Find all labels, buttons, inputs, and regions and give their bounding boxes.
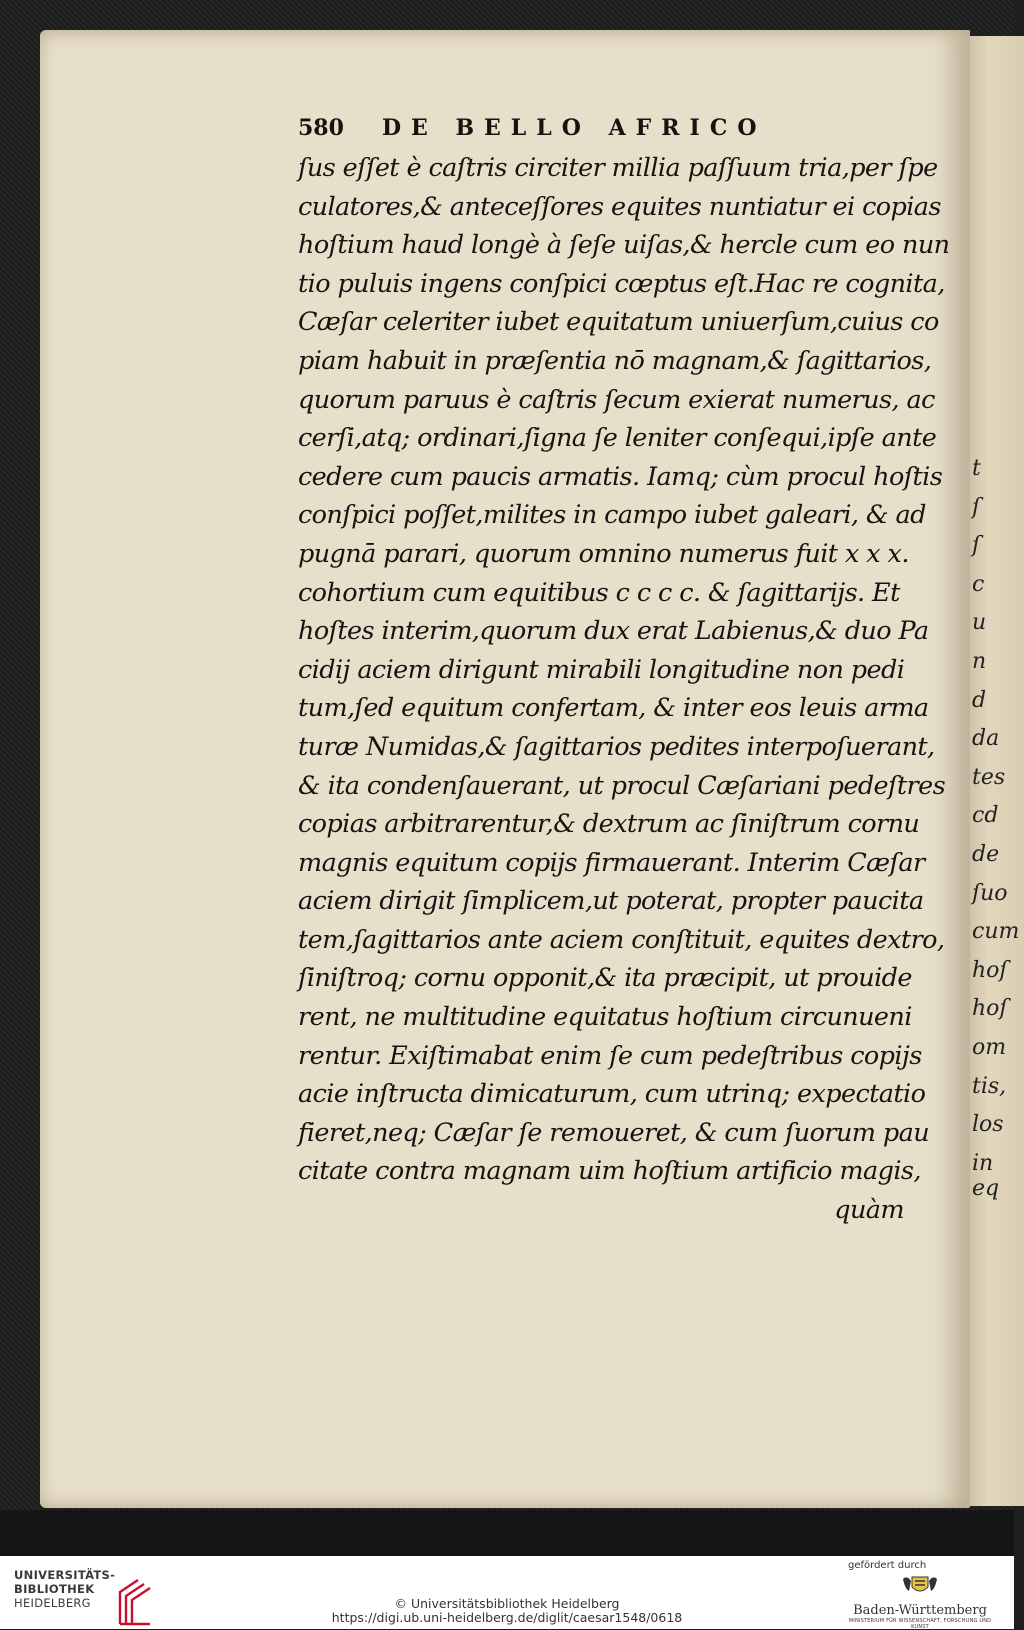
text-line: aciem dirigit ſimplicem,ut poterat, propter paucita — [298, 886, 924, 917]
text-line: & ita condenſauerant, ut procul Cæſariani pedeſtres — [298, 770, 946, 801]
facing-page-fragment: om — [972, 1035, 1007, 1060]
facing-page-fragment: hoſ — [972, 957, 1008, 983]
facing-page-fragment: t — [972, 456, 981, 481]
funder-name: Baden-Württemberg — [853, 1603, 987, 1618]
facing-page-edge — [962, 36, 1024, 1506]
facing-page-fragment: d — [972, 687, 987, 713]
text-line: citate contra magnam uim hoſtium artificio magis, — [298, 1156, 921, 1187]
coat-of-arms-icon — [899, 1573, 941, 1597]
permalink-url[interactable]: https://digi.ub.uni-heidelberg.de/diglit/caesar1548/0618 — [331, 1610, 683, 1625]
running-header — [298, 115, 904, 149]
text-line: tio puluis ingens conſpici cœptus eſt.Hac re cognita, — [298, 268, 945, 299]
text-line: ſiniſtroq; cornu opponit,& ita præcipit, ut prouide — [298, 963, 912, 994]
viewer-footer — [0, 1556, 1014, 1629]
text-line: quorum paruus è caſtris ſecum exierat numerus, ac — [298, 384, 935, 415]
facing-page-fragment: in eq — [972, 1150, 1000, 1201]
facing-page-fragment: tis, — [972, 1073, 1007, 1099]
catchword: quàm — [834, 1195, 904, 1226]
facing-page-fragment: da — [972, 726, 1000, 752]
text-line: copias arbitrarentur,& dextrum ac ſiniſtrum cornu — [298, 809, 920, 840]
facing-page-fragment: de — [972, 842, 1000, 867]
facing-page-fragment: ſuo — [972, 880, 1008, 906]
facing-page-fragment: tes — [972, 764, 1006, 790]
text-line: culatores,& anteceſſores equites nuntiatur ei copias — [298, 191, 941, 222]
copyright-text: © Universitätsbibliothek Heidelberg — [394, 1596, 620, 1611]
text-line: Cæſar celeriter iubet equitatum uniuerſum,cuius co — [298, 307, 939, 338]
text-line: hoſtium haud longè à ſeſe uiſas,& hercle cum eo nun — [298, 230, 950, 261]
page-number: 580 — [298, 115, 344, 141]
facing-page-fragment: u — [972, 610, 987, 636]
funded-by-label: gefördert durch — [848, 1560, 927, 1571]
library-name-line3: HEIDELBERG — [14, 1596, 91, 1610]
facing-page-fragment: ſ — [972, 533, 981, 559]
text-line: tem,ſagittarios ante aciem conſtituit, equites dextro, — [298, 924, 945, 955]
library-name-line2: BIBLIOTHEK — [14, 1582, 95, 1596]
library-name-line1: UNIVERSITÄTS- — [14, 1568, 116, 1582]
text-line: pugnā parari, quorum omnino numerus fuit x x x. — [298, 538, 909, 569]
facing-page-fragment: los — [972, 1112, 1004, 1138]
facing-page-fragment: hoſ — [972, 996, 1008, 1022]
funder-ministry: MINISTERIUM FÜR WISSENSCHAFT, FORSCHUNG UND KUNST — [848, 1618, 992, 1630]
text-line: ſus eſſet è caſtris circiter millia paſſuum tria,per ſpe — [298, 153, 938, 183]
text-line: magnis equitum copijs firmauerant. Interim Cæſar — [298, 847, 925, 878]
running-head-title: DE BELLO AFRICO — [381, 115, 767, 141]
funder-logo[interactable] — [840, 1560, 1000, 1630]
text-line: cedere cum paucis armatis. Iamq; cùm procul hoſtis — [298, 461, 943, 492]
text-line: piam habuit in præſentia nō magnam,& ſagittarios, — [298, 345, 932, 376]
text-line: cidij aciem dirigunt mirabili longitudine non pedi — [298, 654, 905, 685]
text-line: rentur. Exiſtimabat enim ſe cum pedeſtribus copijs — [298, 1040, 922, 1071]
text-line: acie inſtructa dimicaturum, cum utrinq; expectatio — [298, 1079, 926, 1110]
text-lines — [298, 149, 950, 1191]
text-line: fieret,neq; Cæſar ſe remoueret, & cum ſuorum pau — [298, 1117, 930, 1148]
facing-page-fragment: cum — [972, 919, 1020, 945]
facing-page-fragment: ſ — [972, 494, 981, 520]
text-line: cohortium cum equitibus c c c c. & ſagittarijs. Et — [298, 577, 900, 608]
facing-page-fragment: cd — [972, 803, 999, 829]
text-line: rent, ne multitudine equitatus hoſtium circunueni — [298, 1002, 912, 1033]
facing-page-fragment: n — [972, 649, 987, 674]
facing-page-fragment: c — [972, 571, 985, 597]
text-line: cerſi,atq; ordinari,ſigna ſe leniter conſequi,ipſe ante — [298, 423, 937, 454]
text-line: conſpici poſſet,milites in campo iubet galeari, & ad — [298, 500, 926, 531]
text-line: hoſtes interim,quorum dux erat Labienus,& duo Pa — [298, 616, 929, 647]
page-text — [298, 115, 950, 1230]
text-line: turæ Numidas,& ſagittarios pedites interpoſuerant, — [298, 731, 935, 762]
text-line: tum,ſed equitum confertam, & inter eos leuis arma — [298, 693, 929, 724]
book-cover-edge — [0, 1510, 1014, 1556]
